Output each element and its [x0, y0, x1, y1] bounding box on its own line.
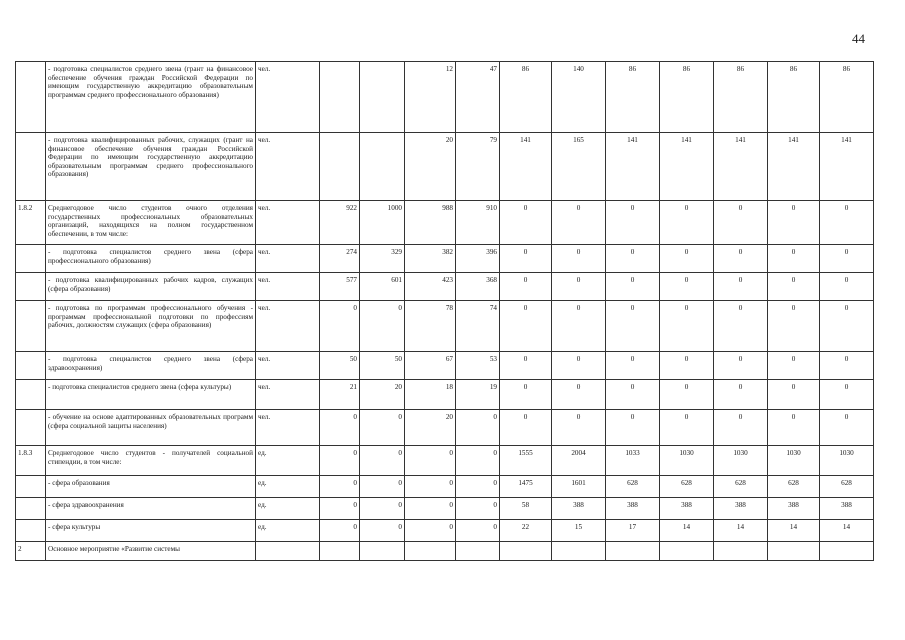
value-cell: 0	[500, 352, 552, 380]
value-cell: 86	[660, 62, 714, 133]
value-cell: 0	[552, 410, 606, 446]
value-cell	[360, 62, 405, 133]
value-cell: 0	[456, 520, 500, 542]
value-cell: 1030	[714, 446, 768, 476]
row-number	[16, 498, 46, 520]
row-unit: чел.	[256, 62, 320, 133]
table-row	[16, 410, 874, 446]
value-cell: 20	[405, 410, 456, 446]
value-cell: 47	[456, 62, 500, 133]
row-description: - подготовка квалифицированных рабочих, служащих (грант на финансовое обеспечение обучения граждан Российской Федерации по имеющим государственную аккредитацию образовательным программам среднего профессионального образования)	[46, 133, 256, 201]
value-cell: 388	[714, 498, 768, 520]
table-row	[16, 542, 874, 561]
value-cell	[714, 542, 768, 561]
value-cell: 0	[660, 301, 714, 352]
value-cell: 0	[606, 410, 660, 446]
value-cell: 0	[552, 301, 606, 352]
value-cell: 0	[820, 352, 874, 380]
value-cell: 0	[660, 245, 714, 273]
value-cell: 0	[320, 520, 360, 542]
value-cell: 0	[606, 201, 660, 245]
row-unit: чел.	[256, 201, 320, 245]
table-row	[16, 446, 874, 476]
value-cell: 628	[660, 476, 714, 498]
row-number: 1.8.3	[16, 446, 46, 476]
row-number	[16, 520, 46, 542]
value-cell: 388	[552, 498, 606, 520]
value-cell: 0	[714, 273, 768, 301]
value-cell: 86	[606, 62, 660, 133]
row-number	[16, 301, 46, 352]
value-cell: 18	[405, 380, 456, 410]
row-number: 1.8.2	[16, 201, 46, 245]
value-cell: 86	[500, 62, 552, 133]
value-cell: 0	[360, 446, 405, 476]
value-cell: 0	[500, 201, 552, 245]
table-row	[16, 133, 874, 201]
value-cell: 274	[320, 245, 360, 273]
value-cell: 0	[660, 380, 714, 410]
value-cell	[606, 542, 660, 561]
value-cell: 78	[405, 301, 456, 352]
value-cell: 1475	[500, 476, 552, 498]
row-description: - подготовка специалистов среднего звена (сфера культуры)	[46, 380, 256, 410]
value-cell: 141	[714, 133, 768, 201]
value-cell: 0	[320, 410, 360, 446]
value-cell	[500, 542, 552, 561]
value-cell: 910	[456, 201, 500, 245]
row-description: - сфера культуры	[46, 520, 256, 542]
table-row	[16, 245, 874, 273]
value-cell: 20	[405, 133, 456, 201]
row-description: - сфера здравоохранения	[46, 498, 256, 520]
row-unit: чел.	[256, 410, 320, 446]
value-cell: 0	[320, 446, 360, 476]
value-cell: 628	[606, 476, 660, 498]
value-cell: 0	[405, 498, 456, 520]
row-number	[16, 245, 46, 273]
value-cell: 0	[820, 301, 874, 352]
value-cell: 0	[360, 498, 405, 520]
value-cell: 1030	[820, 446, 874, 476]
value-cell: 74	[456, 301, 500, 352]
value-cell: 0	[660, 352, 714, 380]
value-cell	[552, 542, 606, 561]
value-cell: 2004	[552, 446, 606, 476]
value-cell: 1033	[606, 446, 660, 476]
value-cell: 0	[768, 410, 820, 446]
value-cell: 0	[456, 410, 500, 446]
value-cell	[405, 542, 456, 561]
value-cell: 0	[768, 301, 820, 352]
table-row	[16, 476, 874, 498]
value-cell	[660, 542, 714, 561]
value-cell: 0	[552, 201, 606, 245]
value-cell: 0	[405, 446, 456, 476]
row-description: - подготовка специалистов среднего звена (сфера профессионального образования)	[46, 245, 256, 273]
row-number	[16, 352, 46, 380]
value-cell: 12	[405, 62, 456, 133]
value-cell: 0	[714, 410, 768, 446]
value-cell: 628	[768, 476, 820, 498]
row-unit: ед.	[256, 476, 320, 498]
value-cell: 0	[320, 498, 360, 520]
value-cell: 0	[606, 380, 660, 410]
value-cell: 577	[320, 273, 360, 301]
value-cell: 988	[405, 201, 456, 245]
row-unit: ед.	[256, 498, 320, 520]
value-cell: 0	[820, 201, 874, 245]
value-cell: 1601	[552, 476, 606, 498]
value-cell: 0	[768, 245, 820, 273]
row-description: Основное мероприятие «Развитие системы	[46, 542, 256, 561]
value-cell: 0	[606, 352, 660, 380]
row-unit: чел.	[256, 301, 320, 352]
value-cell: 79	[456, 133, 500, 201]
value-cell: 0	[768, 380, 820, 410]
value-cell: 0	[320, 476, 360, 498]
value-cell: 141	[768, 133, 820, 201]
value-cell: 15	[552, 520, 606, 542]
row-description: - подготовка квалифицированных рабочих кадров, служащих (сфера образования)	[46, 273, 256, 301]
row-unit: чел.	[256, 380, 320, 410]
value-cell: 0	[768, 352, 820, 380]
row-unit: чел.	[256, 245, 320, 273]
value-cell: 0	[456, 476, 500, 498]
value-cell: 0	[552, 245, 606, 273]
value-cell: 628	[820, 476, 874, 498]
value-cell: 0	[360, 476, 405, 498]
row-number	[16, 273, 46, 301]
value-cell: 19	[456, 380, 500, 410]
value-cell: 0	[360, 410, 405, 446]
value-cell: 21	[320, 380, 360, 410]
row-description: - сфера образования	[46, 476, 256, 498]
value-cell	[768, 542, 820, 561]
value-cell: 14	[820, 520, 874, 542]
value-cell: 1030	[660, 446, 714, 476]
value-cell: 0	[456, 446, 500, 476]
value-cell: 0	[768, 273, 820, 301]
value-cell: 0	[360, 520, 405, 542]
value-cell: 1030	[768, 446, 820, 476]
value-cell: 0	[500, 380, 552, 410]
value-cell	[456, 542, 500, 561]
row-unit: чел.	[256, 352, 320, 380]
table-row	[16, 301, 874, 352]
row-unit	[256, 542, 320, 561]
row-number	[16, 133, 46, 201]
value-cell: 0	[660, 410, 714, 446]
value-cell: 0	[405, 520, 456, 542]
value-cell: 0	[606, 245, 660, 273]
row-unit: чел.	[256, 273, 320, 301]
value-cell	[320, 62, 360, 133]
value-cell: 0	[360, 301, 405, 352]
value-cell: 601	[360, 273, 405, 301]
value-cell: 141	[820, 133, 874, 201]
row-description: - обучение на основе адаптированных образовательных программ (сфера социальной защиты населения)	[46, 410, 256, 446]
value-cell: 0	[660, 273, 714, 301]
value-cell: 0	[820, 410, 874, 446]
value-cell: 368	[456, 273, 500, 301]
table-body	[16, 62, 874, 561]
value-cell: 20	[360, 380, 405, 410]
value-cell: 50	[360, 352, 405, 380]
value-cell: 0	[714, 245, 768, 273]
row-description: - подготовка специалистов среднего звена (сфера здравоохранения)	[46, 352, 256, 380]
value-cell: 165	[552, 133, 606, 201]
value-cell: 396	[456, 245, 500, 273]
row-description: - подготовка специалистов среднего звена (грант на финансовое обеспечение обучения граждан Российской Федерации по имеющим государственную аккредитацию образовательным программам среднего профессионального образования)	[46, 62, 256, 133]
value-cell: 14	[768, 520, 820, 542]
value-cell	[820, 542, 874, 561]
value-cell: 329	[360, 245, 405, 273]
row-description: Среднегодовое число студентов - получателей социальной стипендии, в том числе:	[46, 446, 256, 476]
value-cell: 17	[606, 520, 660, 542]
value-cell: 14	[714, 520, 768, 542]
value-cell: 0	[456, 498, 500, 520]
value-cell: 67	[405, 352, 456, 380]
value-cell: 922	[320, 201, 360, 245]
table-row	[16, 520, 874, 542]
value-cell	[360, 133, 405, 201]
value-cell: 141	[606, 133, 660, 201]
page-number: 44	[852, 31, 865, 46]
value-cell: 53	[456, 352, 500, 380]
value-cell: 0	[606, 301, 660, 352]
row-number	[16, 62, 46, 133]
row-description: - подготовка по программам профессионального обучения - программам профессиональной подготовки по профессиям рабочих, должностям служащих (сфера образования)	[46, 301, 256, 352]
value-cell: 22	[500, 520, 552, 542]
value-cell: 141	[500, 133, 552, 201]
value-cell: 0	[500, 410, 552, 446]
value-cell: 86	[768, 62, 820, 133]
value-cell: 141	[660, 133, 714, 201]
row-unit: чел.	[256, 133, 320, 201]
value-cell: 86	[714, 62, 768, 133]
value-cell: 388	[606, 498, 660, 520]
table-row	[16, 498, 874, 520]
row-unit: ед.	[256, 446, 320, 476]
value-cell: 140	[552, 62, 606, 133]
value-cell: 1000	[360, 201, 405, 245]
row-description: Среднегодовое число студентов очного отделения государственных профессиональных образовательных организаций, находящихся на полном государственном обеспечении, в том числе:	[46, 201, 256, 245]
table-row	[16, 352, 874, 380]
value-cell: 0	[500, 301, 552, 352]
value-cell	[320, 133, 360, 201]
row-number	[16, 380, 46, 410]
value-cell: 0	[820, 245, 874, 273]
value-cell: 0	[606, 273, 660, 301]
value-cell	[360, 542, 405, 561]
value-cell: 0	[552, 380, 606, 410]
value-cell: 388	[820, 498, 874, 520]
table-row	[16, 62, 874, 133]
value-cell: 0	[320, 301, 360, 352]
value-cell: 0	[714, 301, 768, 352]
value-cell: 423	[405, 273, 456, 301]
value-cell: 0	[820, 273, 874, 301]
value-cell: 388	[768, 498, 820, 520]
value-cell: 0	[660, 201, 714, 245]
row-unit: ед.	[256, 520, 320, 542]
indicators-table	[15, 61, 874, 561]
value-cell: 0	[500, 273, 552, 301]
value-cell: 14	[660, 520, 714, 542]
value-cell: 0	[714, 201, 768, 245]
row-number	[16, 476, 46, 498]
value-cell: 58	[500, 498, 552, 520]
table-row	[16, 380, 874, 410]
row-number	[16, 410, 46, 446]
value-cell: 0	[820, 380, 874, 410]
value-cell: 382	[405, 245, 456, 273]
value-cell: 0	[552, 273, 606, 301]
value-cell: 0	[714, 352, 768, 380]
value-cell	[320, 542, 360, 561]
value-cell: 0	[552, 352, 606, 380]
value-cell: 86	[820, 62, 874, 133]
value-cell: 1555	[500, 446, 552, 476]
value-cell: 0	[405, 476, 456, 498]
value-cell: 388	[660, 498, 714, 520]
value-cell: 628	[714, 476, 768, 498]
row-number: 2	[16, 542, 46, 561]
value-cell: 0	[500, 245, 552, 273]
table-row	[16, 201, 874, 245]
value-cell: 0	[714, 380, 768, 410]
value-cell: 0	[768, 201, 820, 245]
table-row	[16, 273, 874, 301]
value-cell: 50	[320, 352, 360, 380]
